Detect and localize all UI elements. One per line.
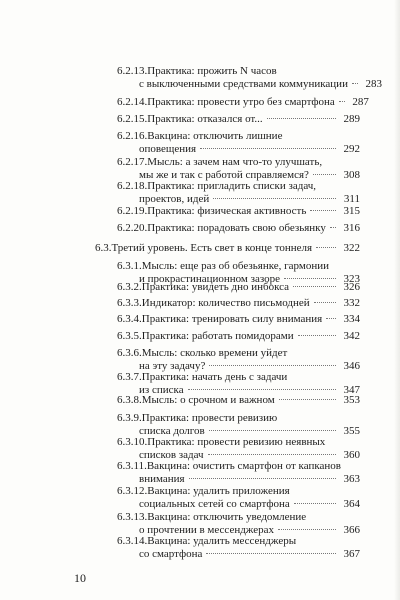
page-edge-shadow xyxy=(394,0,400,600)
toc-entry-number: 6.3.8. xyxy=(117,394,142,406)
toc-entry-text xyxy=(117,260,329,272)
toc-entry-text xyxy=(117,96,335,109)
toc-entry-label: Практика: работать помидорами xyxy=(141,330,294,342)
toc-entry-page: 292 xyxy=(343,142,360,155)
dot-leader xyxy=(284,278,336,279)
dot-leader xyxy=(313,174,336,175)
dot-leader xyxy=(267,118,336,119)
toc-entry-page: 322 xyxy=(343,242,360,254)
toc-entry-label: Практика: физическая активность xyxy=(147,205,307,217)
toc-entry xyxy=(117,222,360,235)
toc-entry-label: на эту задачу? xyxy=(139,359,206,372)
toc-entry-text xyxy=(95,242,312,255)
toc-entry-page: 367 xyxy=(343,547,360,560)
toc-entry-number: 6.2.17. xyxy=(117,156,148,168)
dot-leader xyxy=(352,83,358,84)
toc-entry-title xyxy=(117,96,369,109)
toc-entry xyxy=(117,535,360,560)
toc-entry-text xyxy=(139,473,185,486)
toc-entry-page: 311 xyxy=(343,192,360,205)
dot-leader xyxy=(200,148,336,149)
toc-entry-text xyxy=(117,460,341,472)
toc-entry-text xyxy=(117,205,306,218)
toc-entry-number: 6.2.13. xyxy=(117,65,148,77)
toc-entry-label: со смартфона xyxy=(139,547,203,560)
toc-entry-text xyxy=(117,222,326,235)
toc-entry-text xyxy=(117,297,310,310)
toc-entry-title xyxy=(117,313,360,326)
toc-entry xyxy=(117,330,360,343)
dot-leader xyxy=(213,198,336,199)
dot-leader xyxy=(298,335,336,336)
toc-entry-title xyxy=(117,297,360,310)
toc-entry-title xyxy=(117,347,360,360)
toc-entry-title xyxy=(117,130,360,143)
toc-entry xyxy=(117,485,360,510)
page-number: 10 xyxy=(74,571,86,585)
toc-entry-text xyxy=(139,193,209,206)
dot-leader xyxy=(278,529,336,530)
dot-leader xyxy=(310,210,336,211)
toc-entry-label: о прочтении в мессенджерах xyxy=(139,523,275,536)
toc-entry-number: 6.3.7. xyxy=(117,371,142,383)
toc-entry-title xyxy=(117,260,360,273)
toc-entry-number: 6.2.20. xyxy=(117,222,148,234)
dot-leader xyxy=(206,553,336,554)
dot-leader xyxy=(208,454,336,455)
toc-entry-label: Вакцина: удалить приложения xyxy=(147,485,290,497)
toc-entry-label: Вакцина: отключить лишние xyxy=(147,130,283,142)
toc-entry-number: 6.3.3. xyxy=(117,297,142,309)
toc-entry-title xyxy=(117,180,360,193)
toc-entry-text xyxy=(117,394,275,407)
toc-entry-title xyxy=(117,205,360,218)
toc-entry xyxy=(117,394,360,407)
toc-entry-page: 332 xyxy=(343,297,360,309)
toc-entry-page: 364 xyxy=(343,497,360,510)
toc-entry-text xyxy=(117,156,322,168)
toc-entry-title xyxy=(95,242,360,255)
toc-entry-label: и прокрастинационном зазоре xyxy=(139,272,281,285)
dot-leader xyxy=(326,318,336,319)
dot-leader xyxy=(293,286,336,287)
toc-entry-page: 308 xyxy=(343,168,360,181)
dot-leader xyxy=(188,389,336,390)
toc-entry-page: 334 xyxy=(343,313,360,325)
toc-entry-page: 289 xyxy=(343,113,360,125)
toc-entry-label: Практика: пригладить списки задач, xyxy=(147,180,317,192)
toc-entry xyxy=(117,436,360,461)
toc-entry-page: 355 xyxy=(343,424,360,437)
toc-entry-page: 287 xyxy=(352,96,369,108)
toc-entry xyxy=(117,347,360,372)
toc-entry-text xyxy=(117,313,322,326)
toc-entry-page: 353 xyxy=(343,394,360,406)
toc-entry-label: Мысль: а зачем нам что-то улучшать, xyxy=(147,156,323,168)
toc-entry xyxy=(117,205,360,218)
toc-entry-label: Мысль: о срочном и важном xyxy=(141,394,275,406)
toc-entry-title xyxy=(117,65,360,78)
toc-entry-text xyxy=(117,113,263,126)
toc-entry xyxy=(117,130,360,155)
toc-entry-title-continuation xyxy=(117,77,382,91)
toc-entry-number: 6.3.4. xyxy=(117,313,142,325)
toc-entry-label: социальных сетей со смартфона xyxy=(139,497,290,510)
toc-entry-label: Практика: прожить N часов xyxy=(147,65,277,77)
toc-entry-number: 6.3.6. xyxy=(117,347,142,359)
toc-entry-title xyxy=(117,535,360,548)
toc-entry-number: 6.2.14. xyxy=(117,96,148,108)
toc-entry-title-continuation xyxy=(117,473,360,486)
toc-entry xyxy=(117,180,360,205)
toc-entry-page: 283 xyxy=(365,77,382,90)
dot-leader xyxy=(294,503,336,504)
toc-entry-page: 315 xyxy=(343,205,360,217)
toc-entry-text xyxy=(117,371,287,383)
toc-entry-title xyxy=(117,156,360,169)
toc-entry-title xyxy=(117,113,360,126)
toc-entry-page: 326 xyxy=(343,281,360,293)
toc-entry-title xyxy=(117,281,360,294)
dot-leader xyxy=(330,227,336,228)
toc-entry-page: 342 xyxy=(343,330,360,342)
toc-entry-label: из списка xyxy=(139,383,184,396)
toc-entry xyxy=(117,412,360,437)
toc-entry-number: 6.3.9. xyxy=(117,412,142,424)
toc-entry-title xyxy=(117,371,360,384)
toc-entry-text xyxy=(117,485,290,497)
toc-entry-label: Мысль: сколько времени уйдет xyxy=(141,347,288,359)
toc-entry xyxy=(117,297,360,310)
toc-entry-label: Практика: начать день с задачи xyxy=(141,371,288,383)
toc-entry-label: Практика: провести ревизию xyxy=(141,412,278,424)
toc-entry-number: 6.3.10. xyxy=(117,436,148,448)
toc-entry-text xyxy=(117,281,289,294)
toc-entry-title-continuation xyxy=(117,143,360,156)
dot-leader xyxy=(209,430,336,431)
toc-entry-text xyxy=(139,498,290,511)
toc-entry-label: Практика: тренировать силу внимания xyxy=(141,313,323,325)
toc-entry-text xyxy=(117,330,294,343)
toc-entry-label: Мысль: еще раз об обезьянке, гармонии xyxy=(141,260,330,272)
toc-entry-title-continuation xyxy=(117,548,360,561)
dot-leader xyxy=(209,365,336,366)
toc-entry-title xyxy=(117,485,360,498)
toc-entry-text xyxy=(117,535,296,547)
toc-entry-text xyxy=(117,347,287,359)
toc-entry-label: Вакцина: удалить мессенджеры xyxy=(147,535,297,547)
toc-entry xyxy=(117,511,360,536)
toc-entry-title xyxy=(117,511,360,524)
toc-entry-number: 6.2.16. xyxy=(117,130,148,142)
toc-entry-number: 6.3.5. xyxy=(117,330,142,342)
toc-entry-label: Индикатор: количество письмодней xyxy=(141,297,310,309)
toc-entry-label: проектов, идей xyxy=(139,192,210,205)
toc-entry-page: 323 xyxy=(343,272,360,285)
toc-entry xyxy=(117,281,360,294)
toc-entry-number: 6.3.12. xyxy=(117,485,148,497)
toc-entry-number: 6.3.13. xyxy=(117,511,148,523)
toc-entry-title xyxy=(117,330,360,343)
toc-entry-label: оповещения xyxy=(139,142,197,155)
toc-entry-page: 366 xyxy=(343,523,360,536)
dot-leader xyxy=(316,247,336,248)
toc-entry-label: мы же и так с работой справляемся? xyxy=(139,168,309,181)
toc-entry-number: 6.3. xyxy=(95,242,112,254)
toc-entry-title-continuation xyxy=(117,498,360,511)
toc-entry-label: Практика: провести ревизию неявных xyxy=(147,436,326,448)
toc-entry-page: 346 xyxy=(343,359,360,372)
toc-entry xyxy=(117,113,360,126)
toc-entry-number: 6.3.2. xyxy=(117,281,142,293)
toc-entry-title xyxy=(117,436,360,449)
dot-leader xyxy=(279,399,336,400)
toc-entry xyxy=(117,371,360,396)
toc-entry-text xyxy=(139,143,196,156)
toc-entry-title xyxy=(117,460,360,473)
toc-entry-page: 360 xyxy=(343,448,360,461)
toc-entry-label: списков задач xyxy=(139,448,204,461)
toc-entry xyxy=(95,242,360,255)
dot-leader xyxy=(189,478,336,479)
toc-entry-text xyxy=(117,412,277,424)
toc-entry-label: с выключенными средствами коммуникации xyxy=(139,77,348,90)
dot-leader xyxy=(314,302,336,303)
toc-entry-text xyxy=(117,130,282,142)
toc-entry-page: 347 xyxy=(343,383,360,396)
toc-entry-text xyxy=(117,180,316,192)
toc-entry-label: списка долгов xyxy=(139,424,205,437)
toc-entry xyxy=(117,156,360,181)
toc-entry-page: 316 xyxy=(343,222,360,234)
toc-entry-label: Третий уровень. Есть свет в конце тоннеля xyxy=(111,242,313,254)
toc-entry-label: Практика: увидеть дно инбокса xyxy=(141,281,290,293)
toc-entry-label: Вакцина: очистить смартфон от капканов xyxy=(146,460,341,472)
toc-entry xyxy=(117,96,369,109)
toc-entry-label: Практика: провести утро без смартфона xyxy=(147,96,335,108)
toc-entry-title xyxy=(117,412,360,425)
toc-entry-text xyxy=(139,78,348,91)
toc-entry-number: 6.3.14. xyxy=(117,535,148,547)
toc-entry-label: внимания xyxy=(139,472,185,485)
toc-entry-text xyxy=(117,436,325,448)
toc-entry-number: 6.3.1. xyxy=(117,260,142,272)
toc-entry-title-continuation xyxy=(117,193,360,206)
toc-entry-label: Практика: отказался от... xyxy=(147,113,263,125)
toc-entry xyxy=(117,65,382,90)
toc-entry-number: 6.2.18. xyxy=(117,180,148,192)
toc-entry-number: 6.2.15. xyxy=(117,113,148,125)
toc-entry xyxy=(117,313,360,326)
toc-entry-number: 6.2.19. xyxy=(117,205,148,217)
toc-entry xyxy=(117,460,360,485)
toc-entry-label: Практика: порадовать свою обезьянку xyxy=(147,222,326,234)
toc-entry-text xyxy=(139,548,202,561)
toc-entry-text xyxy=(117,511,306,523)
toc-entry-text xyxy=(117,65,277,77)
dot-leader xyxy=(339,101,345,102)
toc-entry-number: 6.3.11. xyxy=(117,460,147,472)
toc-entry-label: Вакцина: отключить уведомление xyxy=(147,511,307,523)
toc-entry-title xyxy=(117,394,360,407)
toc-entry-title xyxy=(117,222,360,235)
toc-entry-page: 363 xyxy=(343,472,360,485)
